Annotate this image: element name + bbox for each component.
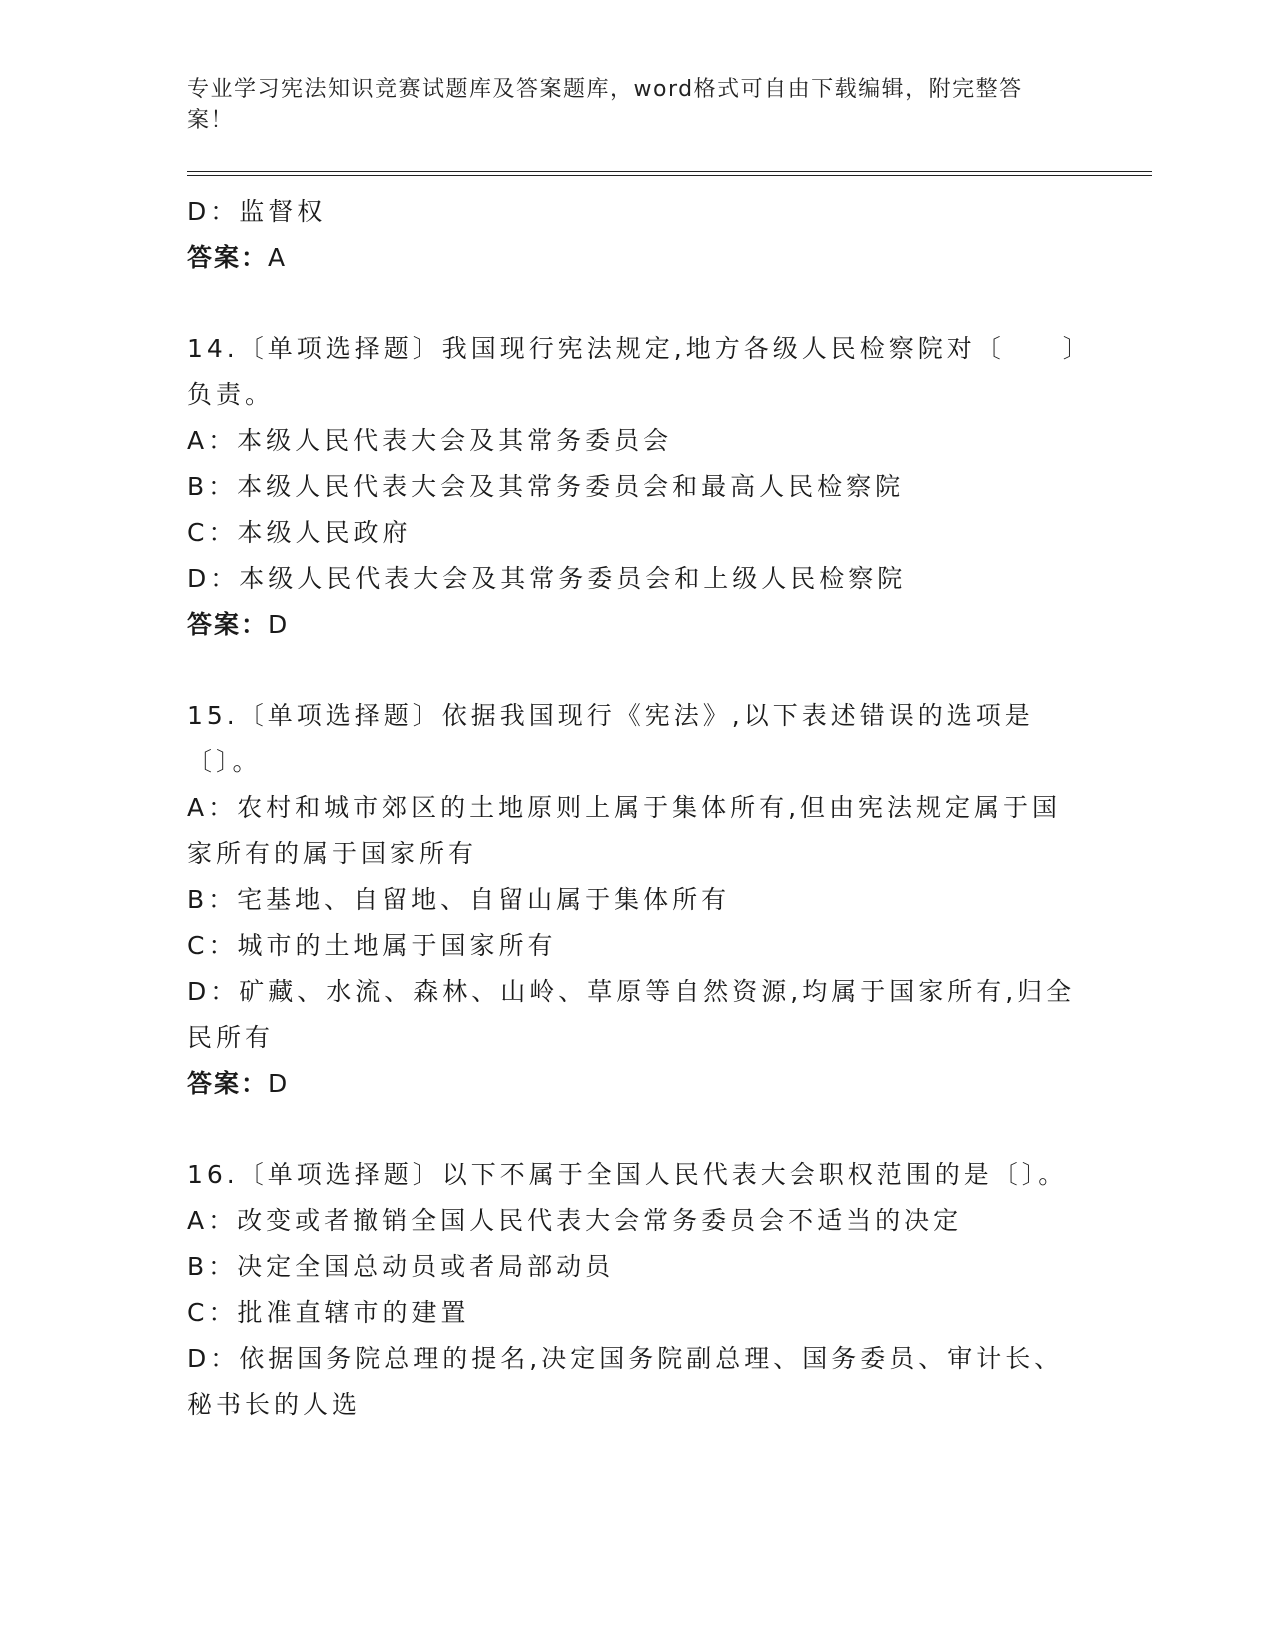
option-b: B：宅基地、自留地、自留山属于集体所有	[187, 885, 731, 914]
answer-label: 答案：	[187, 610, 269, 639]
question-14	[187, 326, 1087, 648]
question-15	[187, 693, 1087, 1107]
option-b: B：决定全国总动员或者局部动员	[187, 1252, 615, 1281]
option-d: D：矿藏、水流、森林、山岭、草原等自然资源,均属于国家所有,归全民所有	[187, 977, 1076, 1052]
answer-value: D	[268, 610, 290, 639]
option-a: A：改变或者撤销全国人民代表大会常务委员会不适当的决定	[187, 1206, 963, 1235]
document-header: 专业学习宪法知识竞赛试题库及答案题库，word格式可自由下载编辑，附完整答案！	[187, 77, 1023, 133]
answer	[187, 602, 1087, 648]
answer-value: A	[268, 243, 288, 272]
option-a: A：本级人民代表大会及其常务委员会	[187, 426, 673, 455]
option-d: D：本级人民代表大会及其常务委员会和上级人民检察院	[187, 564, 907, 593]
option-c: C：批准直辖市的建置	[187, 1298, 470, 1327]
question-stem: 16.〔单项选择题〕以下不属于全国人民代表大会职权范围的是〔〕。	[187, 1160, 1068, 1189]
option-d: D：依据国务院总理的提名,决定国务院副总理、国务委员、审计长、秘书长的人选	[187, 1344, 1064, 1419]
answer-label: 答案：	[187, 1069, 269, 1098]
question-16	[187, 1152, 1087, 1428]
option-a: A：农村和城市郊区的土地原则上属于集体所有,但由宪法规定属于国家所有的属于国家所有	[187, 793, 1062, 868]
option-c: C：城市的土地属于国家所有	[187, 931, 557, 960]
question-stem: 14.〔单项选择题〕我国现行宪法规定,地方各级人民检察院对〔 〕负责。	[187, 334, 1080, 409]
answer-label: 答案：	[187, 243, 269, 272]
option-c: C：本级人民政府	[187, 518, 412, 547]
question-stem: 15.〔单项选择题〕依据我国现行《宪法》,以下表述错误的选项是〔〕。	[187, 701, 1034, 776]
carryover-answer	[187, 235, 1087, 281]
header-rule-bottom	[187, 175, 1152, 176]
answer	[187, 1061, 1087, 1107]
option-b: B：本级人民代表大会及其常务委员会和最高人民检察院	[187, 472, 905, 501]
question-list	[187, 189, 1087, 1428]
header-rule-top	[187, 171, 1152, 172]
answer-value: D	[268, 1069, 290, 1098]
carryover-option-d: D：监督权	[187, 197, 327, 226]
